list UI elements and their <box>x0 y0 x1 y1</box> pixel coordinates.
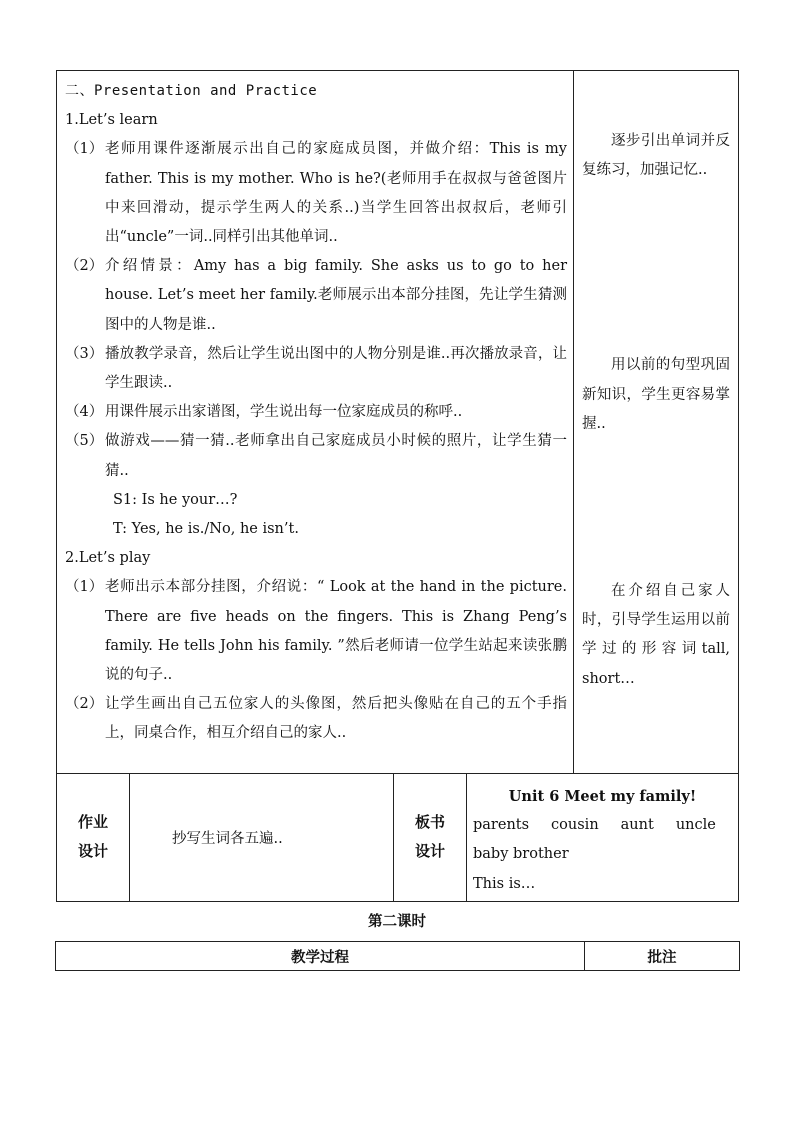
item-number: （1） <box>65 141 104 158</box>
item-number: （1） <box>65 579 104 596</box>
item-number: （4） <box>65 404 104 421</box>
presentation-row <box>57 71 739 774</box>
item-text: 播放教学录音，然后让学生说出图中的人物分别是谁..再次播放录音，让学生跟读.. <box>105 345 567 392</box>
board-words <box>473 811 732 840</box>
board-word: parents <box>473 817 530 834</box>
item-text: 介绍情景：Amy has a big family. She asks us to go to her house. Let’s meet her family.老师展示出本部分挂图，先让学生猜测图中的人物是谁.. <box>105 258 567 333</box>
item-number: （2） <box>65 696 104 713</box>
board-content <box>467 774 739 902</box>
list-item <box>65 690 567 748</box>
board-title: Unit 6 Meet my family! <box>508 788 697 805</box>
lesson-plan-table <box>56 70 739 902</box>
board-word: uncle <box>675 817 716 834</box>
part1-title: 1.Let’s learn <box>65 112 158 129</box>
board-sentence: This is… <box>473 875 536 892</box>
list-item <box>65 252 567 340</box>
annotation-note: 在介绍自己家人时，引导学生运用以前学过的形容词tall, short… <box>582 583 730 687</box>
item-number: （3） <box>65 345 104 362</box>
list-item <box>65 398 567 427</box>
homework-label-line: 设计 <box>77 842 108 861</box>
process-header: 教学过程 <box>56 942 585 971</box>
note-header: 批注 <box>585 942 740 971</box>
teaching-process-cell <box>57 71 574 774</box>
part2-title: 2.Let’s play <box>65 550 151 567</box>
board-word: aunt <box>620 817 654 834</box>
annotation-cell <box>574 71 739 774</box>
item-number: （5） <box>65 433 104 450</box>
item-text: 老师出示本部分挂图，介绍说：“ Look at the hand in the picture. There are five heads on the fingers. This is Zhang Peng’s family. He tells John his family. ”然后老师请一位学生站起来读张鹏说的句子.. <box>105 579 567 684</box>
homework-label-line: 作业 <box>77 813 108 832</box>
list-item <box>65 427 567 485</box>
annotation-note: 用以前的句型巩固新知识，学生更容易掌握.. <box>582 357 730 432</box>
board-label-line: 设计 <box>414 842 445 861</box>
lesson-title: 第二课时 <box>368 914 426 930</box>
dialog-line: T: Yes, he is./No, he isn’t. <box>113 521 299 538</box>
list-item <box>65 573 567 690</box>
homework-label <box>57 774 130 902</box>
board-word: cousin <box>551 817 599 834</box>
dialog-line: S1: Is he your…? <box>113 491 238 508</box>
annotation-note: 逐步引出单词并反复练习，加强记忆.. <box>582 133 730 179</box>
item-text: 用课件展示出家谱图，学生说出每一位家庭成员的称呼.. <box>105 404 463 421</box>
lesson2-table <box>55 941 740 971</box>
item-text: 老师用课件逐渐展示出自己的家庭成员图，并做介绍：This is my father. This is my mother. Who is he?(老师用手在叔叔与爸爸图片中来回滑动，提示学生两人的关系..)当学生回答出叔叔后，老师引出“uncle”一词..同样引出其他单词.. <box>105 141 567 246</box>
homework-content: 抄写生词各五遍.. <box>130 774 394 902</box>
list-item <box>65 340 567 398</box>
board-label-line: 板书 <box>414 813 445 832</box>
list-item <box>65 135 567 252</box>
item-number: （2） <box>65 258 104 275</box>
board-words-line2: baby brother <box>473 846 569 863</box>
board-label <box>394 774 467 902</box>
section-title: 二、Presentation and Practice <box>65 83 318 99</box>
item-text: 让学生画出自己五位家人的头像图，然后把头像贴在自己的五个手指上，同桌合作，相互介绍自己的家人.. <box>105 696 567 742</box>
design-row <box>57 774 739 902</box>
item-text: 做游戏——猜一猜..老师拿出自己家庭成员小时候的照片，让学生猜一猜.. <box>105 433 567 479</box>
